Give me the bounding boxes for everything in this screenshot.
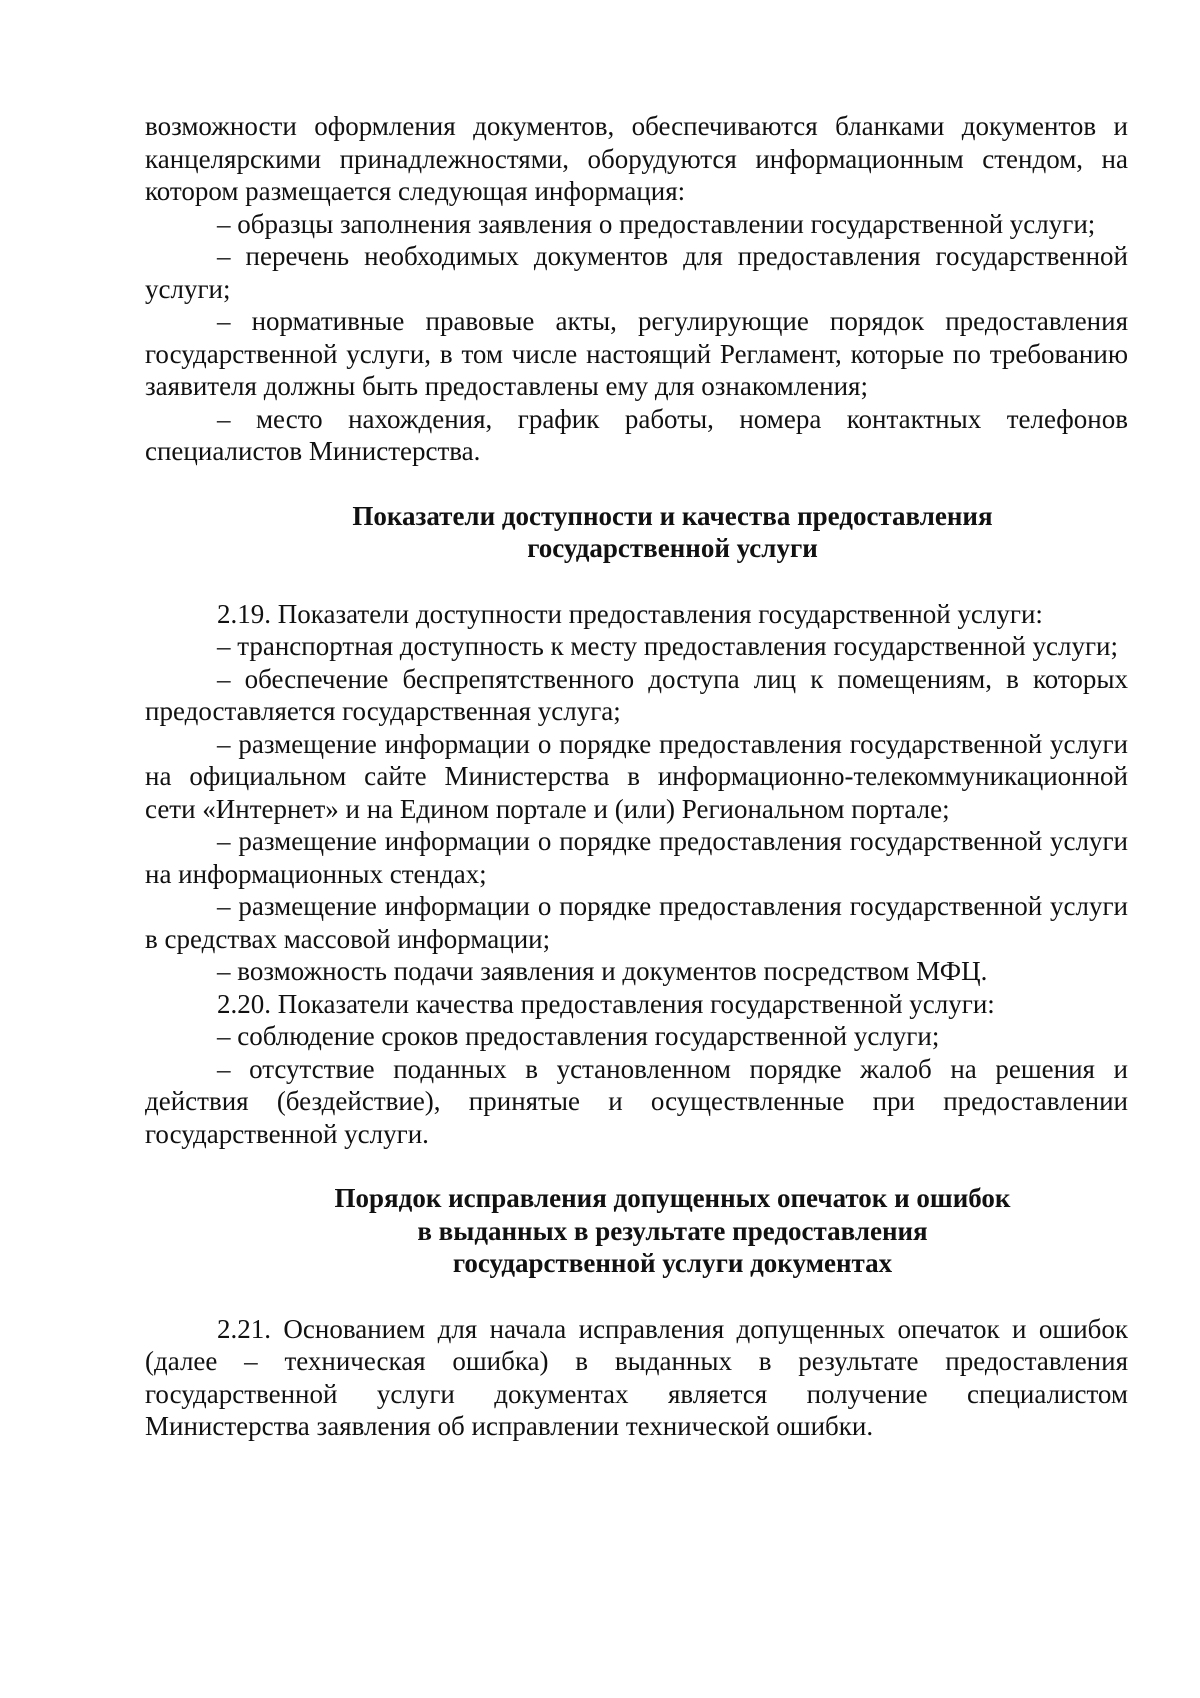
heading-line: Показатели доступности и качества предоставления bbox=[352, 500, 993, 531]
section-heading-corrections bbox=[145, 1182, 1128, 1280]
list-item: – нормативные правовые акты, регулирующие порядок предоставления государственной услуги, в том числе настоящий Регламент, которые по требованию заявителя должны быть предоставлены ему для ознакомления; bbox=[145, 306, 1128, 401]
list-item: – размещение информации о порядке предоставления государственной услуги в средствах массовой информации; bbox=[145, 891, 1128, 954]
clause-2-19: 2.19. Показатели доступности предоставления государственной услуги: bbox=[217, 598, 1043, 629]
heading-line: в выданных в результате предоставления bbox=[417, 1215, 928, 1246]
clause-2-21: 2.21. Основанием для начала исправления допущенных опечаток и ошибок (далее – техническая ошибка) в выданных в результате предоставления государственной услуги документах является получение специалистом Министерства заявления об исправлении технической ошибки. bbox=[145, 1313, 1128, 1441]
list-item: – размещение информации о порядке предоставления государственной услуги на официальном сайте Министерства в информационно-телекоммуникационной сети «Интернет» и на Едином портале и (или) Региональном портале; bbox=[145, 728, 1128, 824]
intro-paragraph: возможности оформления документов, обеспечиваются бланками документов и канцелярскими принадлежностями, оборудуются информационным стендом, на котором размещается следующая информация: bbox=[145, 111, 1128, 206]
heading-line: государственной услуги документах bbox=[452, 1248, 893, 1278]
list-item: – соблюдение сроков предоставления государственной услуги; bbox=[217, 1021, 940, 1051]
list-item: – место нахождения, график работы, номера контактных телефонов специалистов Министерства. bbox=[145, 403, 1128, 466]
list-item: – образцы заполнения заявления о предоставлении государственной услуги; bbox=[217, 208, 1096, 239]
section-heading-accessibility bbox=[145, 500, 1128, 565]
document-page bbox=[145, 110, 1128, 1443]
clause-2-20: 2.20. Показатели качества предоставления государственной услуги: bbox=[217, 988, 995, 1019]
list-item: – возможность подачи заявления и документов посредством МФЦ. bbox=[217, 956, 988, 986]
list-item: – перечень необходимых документов для предоставления государственной услуги; bbox=[145, 241, 1128, 304]
heading-line: Порядок исправления допущенных опечаток и ошибок bbox=[334, 1183, 1011, 1213]
list-item: – обеспечение беспрепятственного доступа лиц к помещениям, в которых предоставляется государственная услуга; bbox=[145, 663, 1128, 726]
list-item: – отсутствие поданных в установленном порядке жалоб на решения и действия (бездействие), принятые и осуществленные при предоставлении государственной услуги. bbox=[145, 1053, 1128, 1149]
list-item: – транспортная доступность к месту предоставления государственной услуги; bbox=[217, 631, 1118, 661]
heading-line: государственной услуги bbox=[527, 533, 818, 563]
list-item: – размещение информации о порядке предоставления государственной услуги на информационных стендах; bbox=[145, 826, 1128, 889]
